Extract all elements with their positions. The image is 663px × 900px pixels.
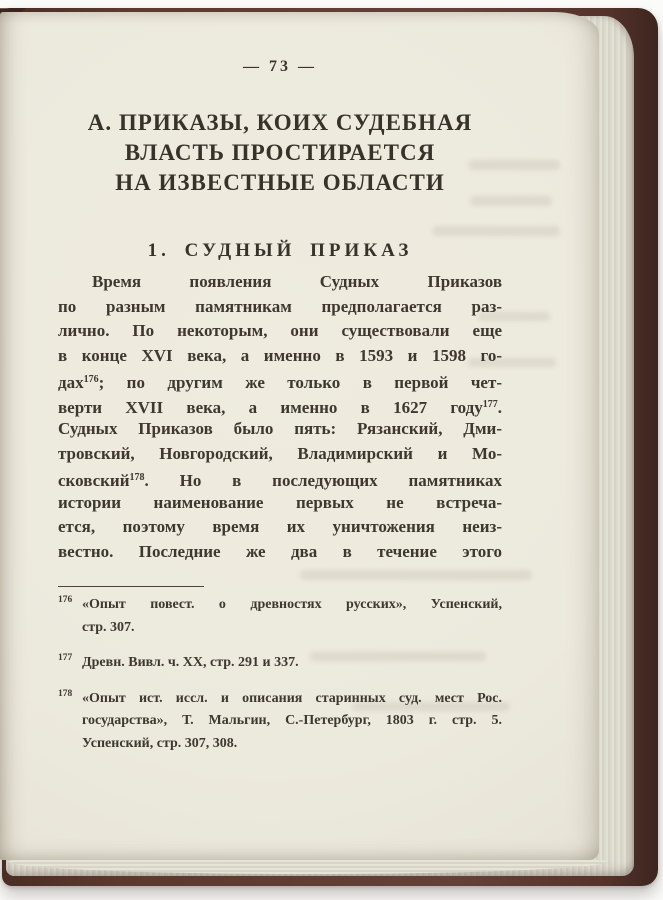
body-line: по разным памятникам предполагается раз- [58, 296, 502, 316]
body-line: ется, поэтому время их уничтожения неиз- [58, 517, 502, 536]
body-line: Время появления Судных Приказов [92, 272, 502, 291]
body-line: сковский$^{178}$. Но в последующих памятниках [58, 471, 502, 490]
footnote-line: государства», Т. Мальгин, С.-Петербург, 1803 г. стр. 5. [82, 713, 502, 728]
footnote-reference: 176 [83, 374, 99, 385]
footnote-line: Древн. Вивл. ч. XX, стр. 291 и 337. [82, 655, 299, 670]
footnote-reference: 178 [129, 472, 145, 483]
section-heading: 1. СУДНЫЙ ПРИКАЗ [147, 240, 413, 261]
chapter-heading-line: НА ИЗВЕСТНЫЕ ОБЛАСТИ [115, 170, 445, 195]
footnote-reference: 177 [482, 398, 498, 410]
footnote-marker: 176 [58, 595, 73, 605]
footnote-line: «Опыт ист. иссл. и описания старинных суд. мест Рос. [82, 690, 502, 706]
footnotes [58, 594, 502, 768]
footnote-line: «Опыт повест. о древностях русских», Успенский, [82, 597, 502, 612]
footnote-separator [58, 586, 204, 587]
footnote [58, 652, 502, 675]
chapter-heading [50, 108, 510, 198]
body-line: тровский, Новгородский, Владимирский и Мо- [58, 443, 502, 463]
body-line: истории наименование первых не встреча- [58, 492, 502, 512]
body-text [58, 270, 502, 564]
footnote-line: Успенский, стр. 307, 308. [82, 735, 238, 751]
body-line: Судных Приказов было пять: Рязанский, Дми- [58, 419, 502, 438]
footnote-marker: 177 [58, 653, 73, 663]
footnote [58, 688, 502, 756]
body-line: верти XVII века, а именно в 1627 году$^{177}$. [58, 397, 502, 417]
showthrough-text [432, 226, 560, 236]
footnote-line: стр. 307. [82, 619, 135, 635]
body-line: в конце XVI века, а именно в 1593 и 1598 го- [58, 345, 502, 365]
chapter-heading-line: ВЛАСТЬ ПРОСТИРАЕТСЯ [124, 140, 436, 165]
footnote [58, 594, 502, 639]
page-number: — 73 — [243, 58, 317, 75]
body-line: вестно. Последние же два в течение этого [58, 541, 502, 561]
chapter-heading-line: А. ПРИКАЗЫ, КОИХ СУДЕБНАЯ [87, 110, 473, 135]
showthrough-text [300, 570, 532, 580]
footnote-marker: 178 [58, 688, 73, 699]
body-line: лично. По некоторым, они существовали еще [58, 321, 502, 340]
book-page [0, 12, 599, 860]
body-line: дах$^{176}$; по другим же только в первой чет- [58, 373, 502, 392]
